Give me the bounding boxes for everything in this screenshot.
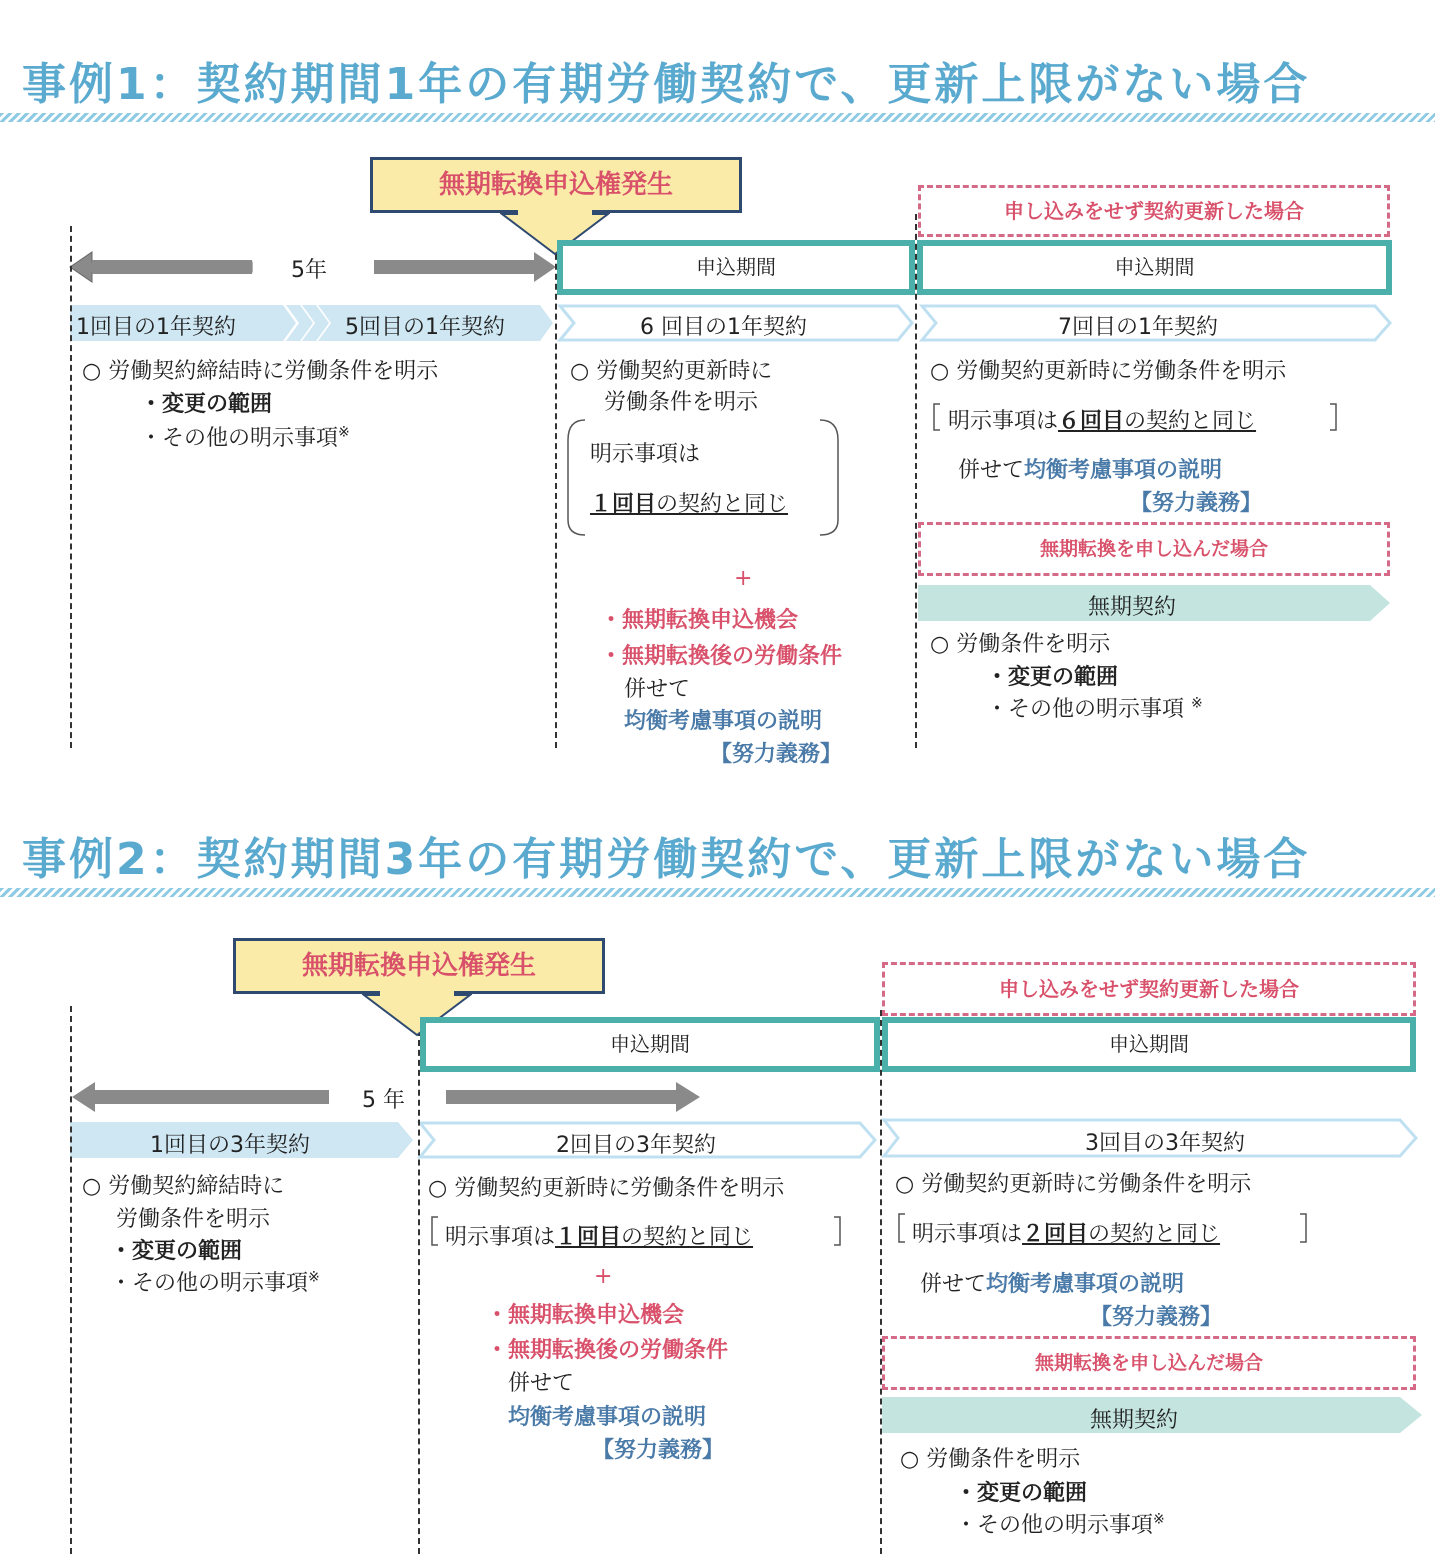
case2-col1-heading-2: 労働条件を明示 <box>116 1207 271 1232</box>
case2-sq-bracket-left-b <box>899 1214 905 1242</box>
case2-contract-3: 3回目の3年契約 <box>1085 1131 1245 1156</box>
case2-divider-2nd <box>418 1030 420 1554</box>
case2-five-years: 5 年 <box>362 1088 405 1113</box>
case2-col3-same: 明示事項は２回目の契約と同じ <box>912 1222 1221 1247</box>
case1-callout: 無期転換申込権発生 <box>370 157 742 213</box>
case1-col6-bracket-line1: 明示事項は <box>590 442 701 467</box>
case2-title: 事例2：契約期間3年の有期労働契約で、更新上限がない場合 <box>22 834 1311 885</box>
case1-col6-doryoku: 【努力義務】 <box>710 742 843 767</box>
case1-period-1: 申込期間 <box>557 240 915 295</box>
case2-col2-pink-2: ・無期転換後の労働条件 <box>486 1338 729 1363</box>
case2-col1-bullet-range: ・変更の範囲 <box>110 1239 243 1264</box>
case1-col7-heading: ○ 労働契約更新時に労働条件を明示 <box>930 359 1287 384</box>
case1-muki-bullet-other: ・その他の明示事項 ※ <box>986 695 1203 722</box>
case1-muki-note-mark: ※ <box>1191 695 1203 712</box>
case1-contract-5: 5回目の1年契約 <box>345 315 505 340</box>
case1-col6-bracket-line2: １回目の契約と同じ <box>590 492 789 517</box>
case1-col7-same: 明示事項は６回目の契約と同じ <box>948 409 1257 434</box>
case2-divider-start <box>70 1006 72 1554</box>
case1-muki-bullet-range: ・変更の範囲 <box>986 665 1119 690</box>
case2-col2-doryoku: 【努力義務】 <box>592 1438 725 1463</box>
case2-col2-plus: + <box>594 1264 613 1289</box>
case1-bracket-left <box>568 420 585 535</box>
case2-col3-doryoku: 【努力義務】 <box>1090 1305 1223 1330</box>
case1-col1-bullet-range: ・変更の範囲 <box>140 392 273 417</box>
case2-no-apply-box: 申し込みをせず契約更新した場合 <box>882 962 1416 1016</box>
case2-muki-note-mark: ※ <box>1153 1511 1165 1528</box>
case2-muki-bullet-range: ・変更の範囲 <box>955 1481 1088 1506</box>
case1-divider-start <box>70 226 72 748</box>
case2-col2-awase: 併せて <box>508 1371 575 1396</box>
case1-bracket-right <box>820 420 838 535</box>
case1-col6-heading-1: ○ 労働契約更新時に <box>570 359 773 384</box>
case1-no-apply-box: 申し込みをせず契約更新した場合 <box>918 185 1390 237</box>
case1-col6-pink-2: ・無期転換後の労働条件 <box>600 644 843 669</box>
case1-col6-kinko: 均衡考慮事項の説明 <box>624 709 823 734</box>
case1-period-2: 申込期間 <box>917 240 1392 295</box>
case1-contract-1: 1回目の1年契約 <box>76 315 236 340</box>
case1-contract-6: 6 回目の1年契約 <box>640 315 807 340</box>
case1-col7-doryoku: 【努力義務】 <box>1130 491 1263 516</box>
case2-col1-heading-1: ○ 労働契約締結時に <box>82 1174 285 1199</box>
case2-muki-heading: ○ 労働条件を明示 <box>900 1447 1081 1472</box>
case2-period-2: 申込期間 <box>882 1017 1416 1072</box>
case1-muki-heading: ○ 労働条件を明示 <box>930 632 1111 657</box>
case2-divider-3rd <box>880 1010 882 1554</box>
case1-five-years: 5年 <box>291 258 327 283</box>
case1-title: 事例1：契約期間1年の有期労働契約で、更新上限がない場合 <box>22 59 1311 110</box>
case2-muki-label: 無期契約 <box>1090 1408 1179 1433</box>
case1-col6-pink-1: ・無期転換申込機会 <box>600 608 799 633</box>
case2-col3-explain: 併せて均衡考慮事項の説明 <box>920 1272 1185 1297</box>
case1-apply-box: 無期転換を申し込んだ場合 <box>918 522 1390 576</box>
case2-col2-heading: ○ 労働契約更新時に労働条件を明示 <box>428 1176 785 1201</box>
case1-col1-bullet-other: ・その他の明示事項※ <box>140 424 350 451</box>
case2-sq-bracket-right-a <box>834 1217 840 1245</box>
case1-col1-note-mark: ※ <box>338 424 350 441</box>
case1-muki-label: 無期契約 <box>1088 595 1177 620</box>
case2-muki-bullet-other: ・その他の明示事項※ <box>955 1511 1165 1538</box>
case2-col2-kinko: 均衡考慮事項の説明 <box>508 1405 707 1430</box>
case1-col7-explain: 併せて均衡考慮事項の説明 <box>958 458 1223 483</box>
case2-apply-box: 無期転換を申し込んだ場合 <box>882 1336 1416 1390</box>
case2-contract-2: 2回目の3年契約 <box>556 1133 716 1158</box>
case1-sq-bracket-right <box>1330 404 1336 430</box>
case2-col1-bullet-other: ・その他の明示事項※ <box>110 1269 320 1296</box>
case1-col6-heading-2: 労働条件を明示 <box>604 390 759 415</box>
case2-col2-same: 明示事項は１回目の契約と同じ <box>445 1225 754 1250</box>
case1-col6-plus: + <box>734 566 753 591</box>
case2-callout: 無期転換申込権発生 <box>233 938 605 994</box>
case2-contract-1: 1回目の3年契約 <box>150 1133 310 1158</box>
case2-sq-bracket-right-b <box>1300 1214 1306 1242</box>
case2-sq-bracket-left-a <box>432 1217 438 1245</box>
case2-col2-pink-1: ・無期転換申込機会 <box>486 1303 685 1328</box>
case1-contract-7: 7回目の1年契約 <box>1058 315 1218 340</box>
case2-col1-note-mark: ※ <box>308 1269 320 1286</box>
case2-col3-heading: ○ 労働契約更新時に労働条件を明示 <box>895 1172 1252 1197</box>
case1-col6-awase: 併せて <box>624 677 691 702</box>
case1-sq-bracket-left <box>934 404 940 430</box>
case2-period-1: 申込期間 <box>420 1017 880 1072</box>
case1-col1-heading: ○ 労働契約締結時に労働条件を明示 <box>82 359 439 384</box>
